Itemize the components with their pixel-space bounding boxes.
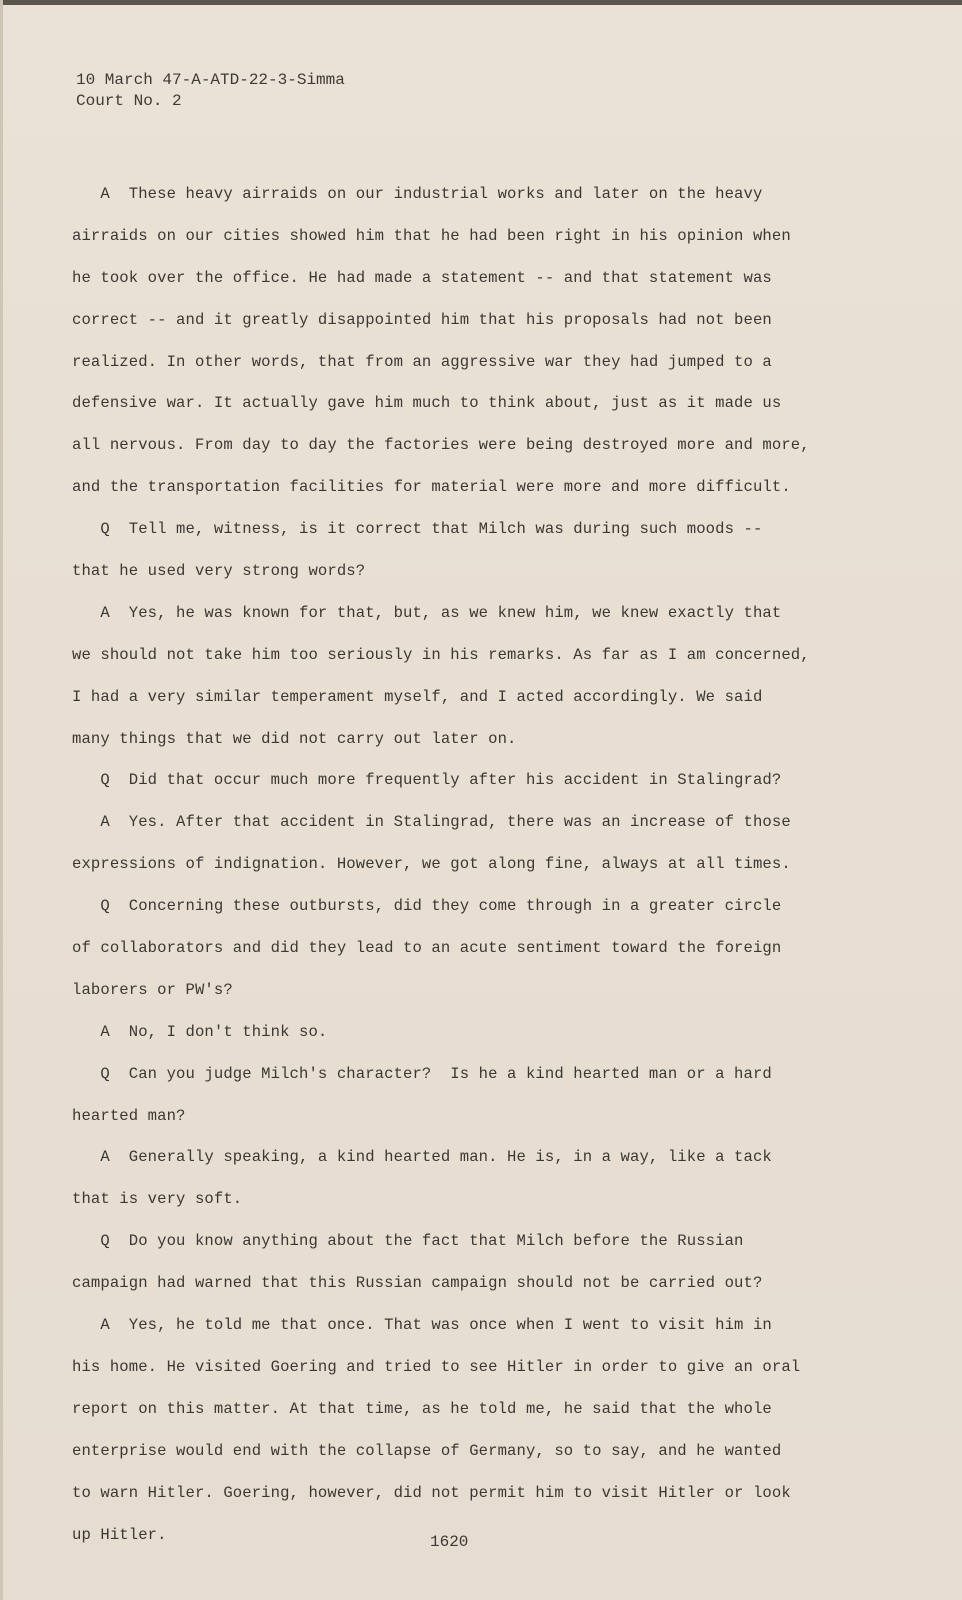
scan-top-edge bbox=[0, 0, 962, 5]
text-line: many things that we did not carry out later on. bbox=[72, 729, 517, 748]
header-reference: 10 March 47-A-ATD-22-3-Simma bbox=[76, 71, 345, 89]
text-line: A No, I don't think so. bbox=[72, 1022, 328, 1041]
page-number: 1620 bbox=[430, 1533, 469, 1551]
text-line: I had a very similar temperament myself, and I acted accordingly. We said bbox=[72, 687, 763, 706]
text-line: we should not take him too seriously in his remarks. As far as I am concerned, bbox=[72, 645, 810, 664]
header-court: Court No. 2 bbox=[76, 92, 182, 110]
text-line: A These heavy airraids on our industrial works and later on the heavy bbox=[72, 185, 763, 203]
text-line: his home. He visited Goering and tried to see Hitler in order to give an oral bbox=[72, 1357, 801, 1376]
text-line: Q Concerning these outbursts, did they come through in a greater circle bbox=[72, 897, 782, 916]
text-line: A Generally speaking, a kind hearted man. He is, in a way, like a tack bbox=[72, 1148, 772, 1167]
text-line: all nervous. From day to day the factories were being destroyed more and more, bbox=[72, 436, 810, 455]
transcript-body bbox=[72, 174, 884, 1556]
text-line: he took over the office. He had made a statement -- and that statement was bbox=[72, 268, 772, 287]
text-line: A Yes, he told me that once. That was once when I went to visit him in bbox=[72, 1316, 772, 1335]
text-line: Q Did that occur much more frequently after his accident in Stalingrad? bbox=[72, 771, 782, 790]
text-line: defensive war. It actually gave him much to think about, just as it made us bbox=[72, 394, 782, 413]
text-line: that is very soft. bbox=[72, 1190, 243, 1209]
text-line: laborers or PW's? bbox=[72, 980, 233, 999]
text-line: Q Can you judge Milch's character? Is he a kind hearted man or a hard bbox=[72, 1064, 772, 1083]
text-line: A Yes, he was known for that, but, as we knew him, we knew exactly that bbox=[72, 603, 782, 622]
text-line: to warn Hitler. Goering, however, did not permit him to visit Hitler or look bbox=[72, 1483, 791, 1502]
document-header bbox=[76, 70, 345, 112]
text-line: Q Tell me, witness, is it correct that Milch was during such moods -- bbox=[72, 520, 763, 539]
text-line: A Yes. After that accident in Stalingrad, there was an increase of those bbox=[72, 813, 791, 832]
text-line: Q Do you know anything about the fact that Milch before the Russian bbox=[72, 1232, 744, 1251]
text-line: correct -- and it greatly disappointed him that his proposals had not been bbox=[72, 310, 772, 329]
text-line: up Hitler. bbox=[72, 1525, 167, 1544]
text-line: of collaborators and did they lead to an acute sentiment toward the foreign bbox=[72, 939, 782, 958]
text-line: airraids on our cities showed him that he had been right in his opinion when bbox=[72, 226, 791, 245]
text-line: report on this matter. At that time, as he told me, he said that the whole bbox=[72, 1399, 772, 1418]
text-line: campaign had warned that this Russian campaign should not be carried out? bbox=[72, 1274, 763, 1293]
text-line: hearted man? bbox=[72, 1106, 186, 1125]
scan-left-edge bbox=[0, 0, 3, 1600]
text-line: that he used very strong words? bbox=[72, 562, 366, 581]
text-line: enterprise would end with the collapse of Germany, so to say, and he wanted bbox=[72, 1441, 782, 1460]
text-line: expressions of indignation. However, we got along fine, always at all times. bbox=[72, 855, 791, 874]
text-line: realized. In other words, that from an aggressive war they had jumped to a bbox=[72, 352, 772, 371]
text-line: and the transportation facilities for material were more and more difficult. bbox=[72, 478, 791, 497]
